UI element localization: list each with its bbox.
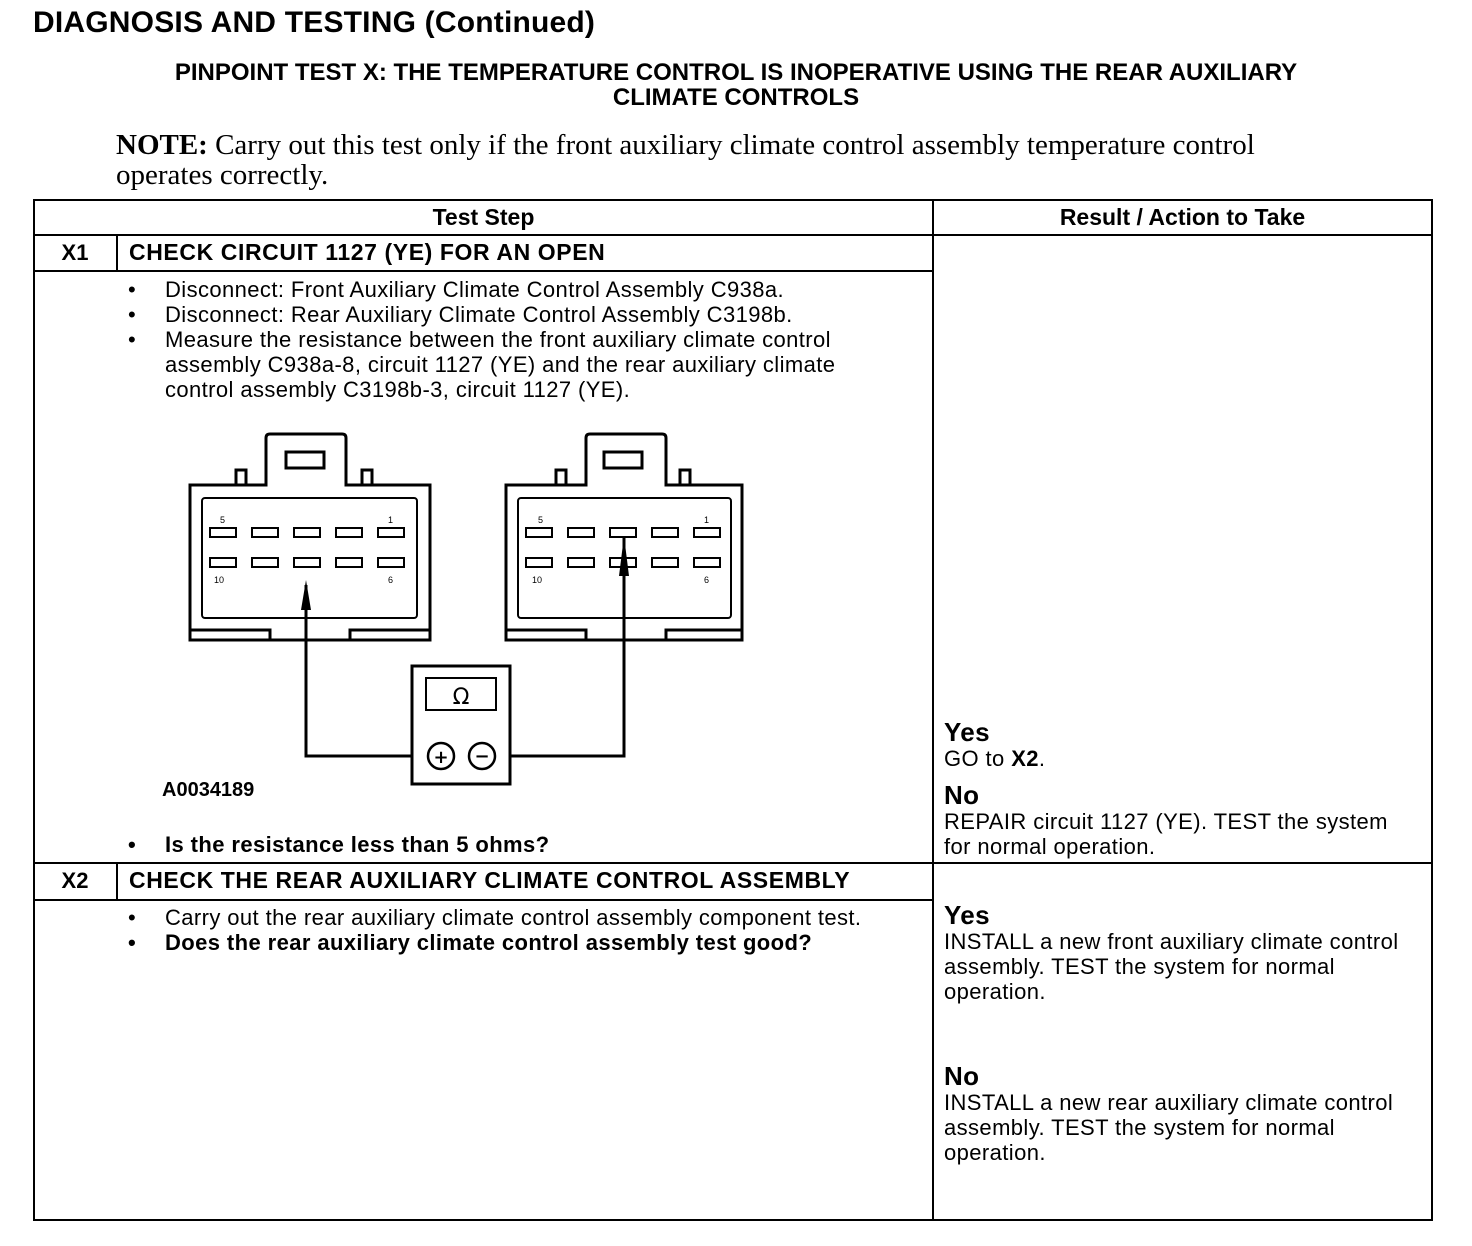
yes-action-period: . [1038,746,1046,771]
no-label: No [944,780,980,810]
no-action: REPAIR circuit 1127 (YE). TEST the system for normal operation. [944,809,1388,859]
connector-measurement-diagram [180,430,760,800]
x1-result [944,718,1414,859]
x1-question-list [128,832,908,857]
yes-action: INSTALL a new front auxiliary climate control assembly. TEST the system for normal operation. [944,929,1399,1004]
header-divider [33,234,1433,236]
ohm-symbol: Ω [452,685,470,710]
test-title-line-1: PINPOINT TEST X: THE TEMPERATURE CONTROL IS INOPERATIVE USING THE REAR AUXILIARY [174,59,1298,86]
step-id-x2: X2 [61,868,89,893]
x2-title-divider [33,899,933,901]
x2-id-divider [116,862,118,900]
minus-terminal-icon: − [474,746,490,767]
pin-label: 1 [704,515,710,525]
x1-step-list [128,277,908,402]
x1-title-divider [33,270,933,272]
no-action: INSTALL a new rear auxiliary climate control assembly. TEST the system for normal operation. [944,1090,1394,1165]
yes-action-text: GO to [944,746,1012,771]
probe-tip-front [301,580,311,610]
list-item: • Does the rear auxiliary climate control assembly test good? [128,930,898,955]
x1-id-divider [116,234,118,271]
x2-row-divider [33,862,1433,864]
note [116,130,1316,190]
pin-label: 6 [388,575,394,585]
pin-label: 10 [532,575,543,585]
list-item: • Measure the resistance between the front auxiliary climate control assembly C938a-8, circuit 1127 (YE) and the rear auxiliary climate control assembly C3198b-3, circuit 1127 (YE). [128,327,908,402]
plus-terminal-icon: + [433,747,449,768]
page-heading: DIAGNOSIS AND TESTING (Continued) [33,6,596,39]
list-item: • Disconnect: Front Auxiliary Climate Control Assembly C938a. [128,277,908,302]
step-title-x1: CHECK CIRCUIT 1127 (YE) FOR AN OPEN [129,239,606,265]
yes-label: Yes [944,717,991,747]
pin-label: 5 [538,515,544,525]
x2-result-no [944,1062,1414,1165]
note-text: Carry out this test only if the front auxiliary climate control assembly temperature control operates correctly. [116,129,1255,191]
step-title-x2: CHECK THE REAR AUXILIARY CLIMATE CONTROL ASSEMBLY [129,867,851,893]
front-pin-labels [214,515,393,585]
pin-label: 6 [704,575,710,585]
step-id-x1: X1 [61,240,89,265]
x2-step-list [128,905,898,955]
pinpoint-test-title [40,60,1432,110]
header-result-action: Result / Action to Take [1059,204,1306,230]
column-divider [932,199,934,1221]
ohmmeter-icon [412,666,510,784]
figure-id: A0034189 [162,779,255,801]
test-title-line-2: CLIMATE CONTROLS [612,84,860,111]
list-item: • Disconnect: Rear Auxiliary Climate Control Assembly C3198b. [128,302,908,327]
list-item: • Is the resistance less than 5 ohms? [128,832,908,857]
pin-label: 5 [220,515,226,525]
negative-lead [494,538,624,756]
probe-tip-rear [619,536,629,576]
yes-action-step-link: X2 [1011,746,1039,771]
positive-lead [306,585,428,756]
pin-label: 1 [388,515,394,525]
yes-action [944,746,1414,771]
note-label: NOTE: [116,129,208,161]
probe-tips [301,536,629,610]
no-label: No [944,1061,980,1091]
header-test-step: Test Step [432,204,535,230]
x2-result-yes [944,901,1414,1004]
list-item: • Carry out the rear auxiliary climate control assembly component test. [128,905,898,930]
pin-label: 10 [214,575,225,585]
yes-label: Yes [944,900,991,930]
